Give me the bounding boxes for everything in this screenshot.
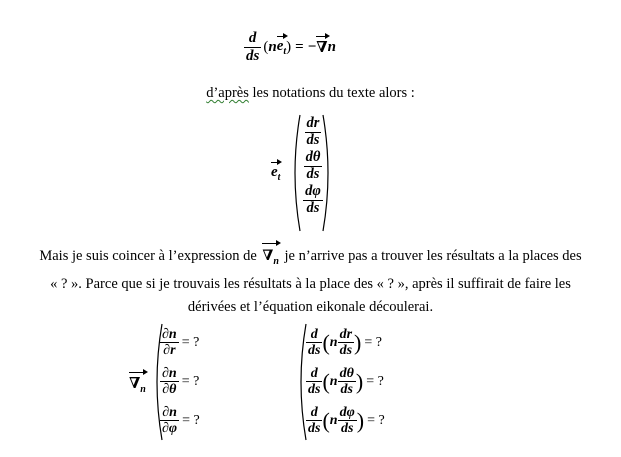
component-r bbox=[305, 116, 322, 149]
nabla-vector-label bbox=[129, 374, 146, 395]
fraction-numerator: dφ bbox=[305, 182, 321, 199]
velocity-fraction bbox=[338, 405, 357, 437]
subscript-t: t bbox=[283, 45, 287, 57]
minus-sign: − bbox=[307, 38, 317, 55]
unit-vector-e bbox=[277, 38, 286, 57]
fraction-denominator: ∂r bbox=[163, 343, 176, 358]
deriv-row-phi bbox=[306, 401, 385, 440]
equals-question: = ? bbox=[181, 334, 200, 350]
fraction-numerator: d bbox=[310, 326, 318, 342]
fraction-denominator: ds bbox=[339, 343, 353, 358]
fraction-denominator: ∂φ bbox=[162, 421, 178, 436]
partial-fraction bbox=[160, 327, 179, 359]
paragraph-text-1: Mais je suis coincer à l’expression de bbox=[39, 248, 261, 264]
close-paren: ) bbox=[354, 329, 362, 355]
close-paren: ) bbox=[286, 38, 292, 55]
nabla-operator: ∇ bbox=[316, 39, 328, 56]
word-dapres: d’après bbox=[206, 85, 249, 101]
velocity-fraction bbox=[338, 327, 354, 359]
fraction-numerator: dr bbox=[339, 326, 353, 342]
derivative-operator bbox=[306, 405, 322, 437]
open-paren: ( bbox=[322, 407, 330, 433]
deriv-vector-column bbox=[306, 323, 385, 440]
eikonal-equation bbox=[244, 30, 336, 64]
fraction-denominator: ds bbox=[340, 382, 353, 397]
paragraph-line-2: « ? ». Parce que si je trouvais les résultats à la place des « ? », après il suffirait de faire les bbox=[50, 276, 571, 292]
vector-et-label bbox=[271, 164, 280, 183]
component-phi bbox=[303, 184, 323, 217]
equals-question: = ? bbox=[367, 412, 385, 428]
paragraph-text-2: je n’arrive pas a trouver les résultats a la places des bbox=[280, 248, 582, 264]
subscript-n: n bbox=[140, 384, 146, 395]
index-n: n bbox=[268, 38, 277, 55]
close-paren: ) bbox=[355, 368, 364, 394]
equals-question: = ? bbox=[364, 334, 382, 350]
open-paren: ( bbox=[322, 368, 330, 394]
nabla-row-theta bbox=[160, 362, 199, 401]
subscript-t: t bbox=[277, 172, 281, 183]
fraction-numerator: ∂n bbox=[162, 365, 177, 381]
velocity-fraction bbox=[338, 366, 356, 398]
fraction-denominator: ds bbox=[340, 421, 354, 436]
equals-question: = ? bbox=[366, 373, 384, 389]
fraction-numerator: dφ bbox=[339, 404, 355, 420]
vector-e-letter: e bbox=[276, 37, 284, 54]
equals-question: = ? bbox=[181, 373, 200, 389]
nabla-row-r bbox=[160, 323, 199, 362]
vector-et-column bbox=[298, 116, 328, 217]
index-n: n bbox=[329, 373, 338, 389]
nabla-row-phi bbox=[160, 401, 200, 440]
question-paragraph bbox=[0, 245, 621, 319]
fraction-numerator: dθ bbox=[305, 148, 321, 165]
paragraph-line-1 bbox=[0, 245, 621, 273]
fraction-numerator: dr bbox=[306, 115, 320, 131]
nabla-vector-column bbox=[160, 323, 200, 440]
derivative-operator bbox=[306, 366, 322, 398]
derivative-operator bbox=[244, 30, 261, 64]
fraction-numerator: dθ bbox=[339, 365, 354, 381]
subscript-n: n bbox=[273, 256, 279, 267]
nabla-operator bbox=[129, 374, 146, 395]
component-theta bbox=[304, 150, 323, 183]
fraction-denominator: ∂θ bbox=[162, 382, 177, 397]
nabla-symbol: ∇ bbox=[262, 248, 274, 264]
derivative-operator bbox=[306, 327, 322, 359]
fraction-denominator: ds bbox=[306, 131, 320, 148]
vector-e-letter: e bbox=[271, 164, 278, 180]
deriv-row-r bbox=[306, 323, 382, 362]
fraction-denominator: ds bbox=[308, 421, 321, 436]
partial-fraction bbox=[160, 405, 179, 437]
equals-sign: = bbox=[295, 38, 304, 55]
close-paren: ) bbox=[356, 407, 365, 433]
notation-line bbox=[0, 82, 621, 105]
fraction-numerator: d bbox=[310, 365, 318, 381]
index-n: n bbox=[329, 334, 338, 350]
index-n: n bbox=[329, 412, 338, 428]
fraction-denominator: ds bbox=[308, 382, 321, 397]
nabla-symbol: ∇ bbox=[129, 376, 141, 392]
nabla-operator bbox=[262, 245, 278, 273]
fraction-numerator: ∂n bbox=[162, 404, 177, 420]
notation-rest: les notations du texte alors : bbox=[248, 85, 415, 101]
fraction-numerator: ∂n bbox=[162, 326, 177, 342]
paragraph-line-3: dérivées et l’équation eikonale découlerai. bbox=[187, 299, 434, 315]
derivative-denominator: ds bbox=[246, 47, 260, 64]
partial-fraction bbox=[160, 366, 179, 398]
open-paren: ( bbox=[263, 38, 269, 55]
rhs-n: n bbox=[327, 38, 336, 55]
open-paren: ( bbox=[322, 329, 330, 355]
fraction-numerator: d bbox=[310, 404, 318, 420]
fraction-denominator: ds bbox=[308, 343, 321, 358]
equals-question: = ? bbox=[182, 412, 200, 428]
fraction-denominator: ds bbox=[306, 199, 320, 216]
deriv-row-theta bbox=[306, 362, 384, 401]
derivative-numerator: d bbox=[248, 30, 257, 46]
fraction-denominator: ds bbox=[306, 165, 320, 182]
unit-vector-e bbox=[271, 164, 280, 183]
